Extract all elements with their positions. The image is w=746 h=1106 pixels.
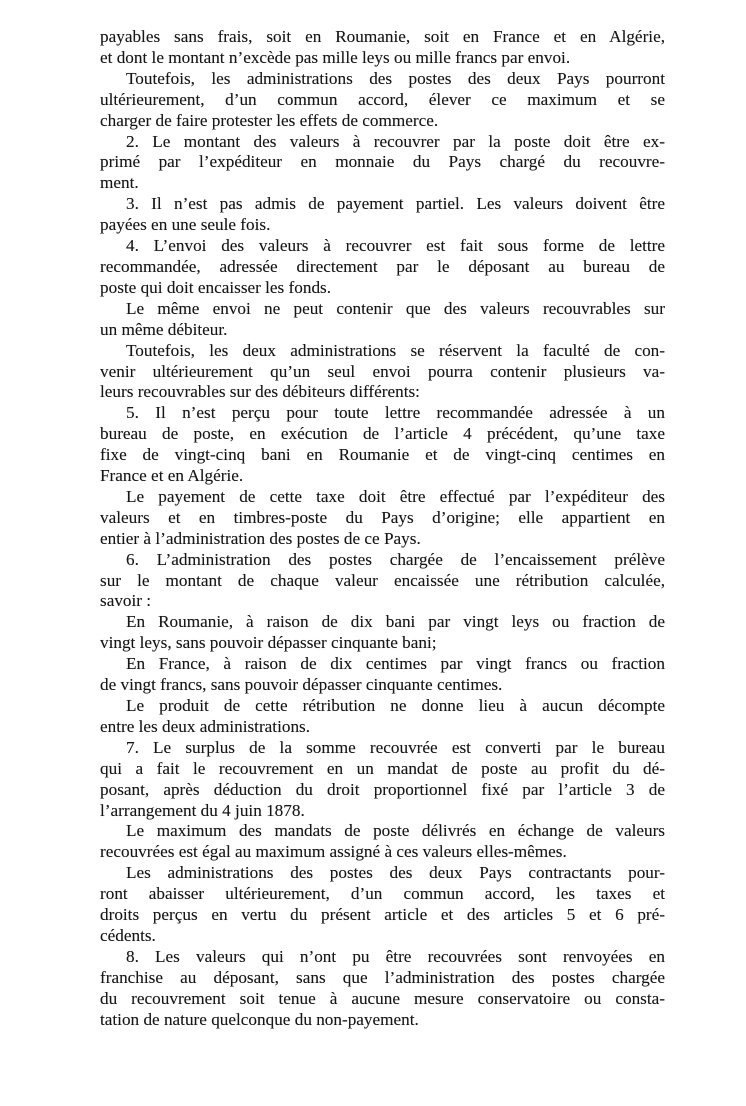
text-line: France et en Algérie.: [100, 466, 244, 486]
paragraph: [100, 487, 665, 550]
text-line: Le maximum des mandats de poste délivrés en échange de valeurs: [126, 821, 665, 841]
text-line: ment.: [100, 173, 139, 193]
text-line: sur le montant de chaque valeur encaissée une rétribution calculée,: [100, 570, 665, 590]
text-line: 2. Le montant des valeurs à recouvrer par la poste doit être ex-: [126, 131, 665, 151]
text-line: 4. L’envoi des valeurs à recouvrer est fait sous forme de lettre: [126, 236, 665, 256]
paragraph: [100, 738, 665, 822]
text-line: Le produit de cette rétribution ne donne lieu à aucun décompte: [126, 696, 665, 715]
text-line: entier à l’administration des postes de ce Pays.: [100, 528, 421, 548]
text-line: venir ultérieurement qu’un seul envoi pourra contenir plusieurs va-: [100, 361, 665, 381]
text-line: Le même envoi ne peut contenir que des valeurs recouvrables sur: [126, 298, 665, 318]
paragraph: [100, 132, 665, 195]
paragraph: [100, 27, 665, 69]
paragraph: [100, 654, 665, 696]
text-line: 6. L’administration des postes chargée de l’encaissement prélève: [126, 549, 665, 569]
text-line: Toutefois, les administrations des postes des deux Pays pourront: [126, 68, 665, 88]
text-line: leurs recouvrables sur des débiteurs différents:: [100, 382, 420, 402]
text-line: En Roumanie, à raison de dix bani par vingt leys ou fraction de: [126, 612, 665, 632]
paragraph: [100, 863, 665, 947]
text-block: [100, 27, 665, 1031]
paragraph: [100, 403, 665, 487]
text-line: poste qui doit encaisser les fonds.: [100, 277, 332, 297]
text-line: droits perçus en vertu du présent article et des articles 5 et 6 pré-: [100, 905, 665, 925]
text-line: franchise au déposant, sans que l’administration des postes chargée: [100, 967, 665, 987]
paragraph: [100, 69, 665, 132]
paragraph: [100, 696, 665, 738]
text-line: qui a fait le recouvrement en un mandat de poste au profit du dé-: [100, 758, 665, 778]
text-line: 7. Le surplus de la somme recouvrée est converti par le bureau: [126, 737, 665, 757]
text-line: ront abaisser ultérieurement, d’un commun accord, les taxes et: [100, 884, 665, 904]
text-line: valeurs et en timbres-poste du Pays d’origine; elle appartient en: [100, 507, 665, 527]
text-line: un même débiteur.: [100, 319, 228, 339]
text-line: tation de nature quelconque du non-payement.: [100, 1009, 419, 1029]
paragraph: [100, 612, 665, 654]
paragraph: [100, 236, 665, 299]
paragraph: [100, 821, 665, 863]
text-line: cédents.: [100, 925, 156, 945]
text-line: de vingt francs, sans pouvoir dépasser cinquante centimes.: [100, 675, 503, 695]
text-line: vingt leys, sans pouvoir dépasser cinquante bani;: [100, 633, 437, 653]
text-line: primé par l’expéditeur en monnaie du Pays chargé du recouvre-: [100, 152, 665, 172]
text-line: entre les deux administrations.: [100, 716, 311, 736]
text-line: du recouvrement soit tenue à aucune mesure conservatoire ou consta-: [100, 988, 665, 1008]
paragraph: [100, 299, 665, 341]
text-line: payées en une seule fois.: [100, 215, 271, 235]
text-line: et dont le montant n’excède pas mille leys ou mille francs par envoi.: [100, 47, 571, 67]
text-line: ultérieurement, d’un commun accord, élever ce maximum et se: [100, 89, 665, 109]
text-line: Les administrations des postes des deux Pays contractants pour-: [126, 863, 665, 883]
text-line: fixe de vingt-cinq bani en Roumanie et de vingt-cinq centimes en: [100, 445, 665, 465]
text-line: payables sans frais, soit en Roumanie, soit en France et en Algérie,: [100, 27, 665, 46]
text-line: recouvrées est égal au maximum assigné à ces valeurs elles-mêmes.: [100, 842, 567, 862]
paragraph: [100, 947, 665, 1031]
text-line: l’arrangement du 4 juin 1878.: [100, 800, 305, 820]
text-line: Le payement de cette taxe doit être effectué par l’expéditeur des: [126, 486, 665, 506]
paragraph: [100, 341, 665, 404]
text-line: bureau de poste, en exécution de l’article 4 précédent, qu’une taxe: [100, 424, 665, 444]
text-line: charger de faire protester les effets de commerce.: [100, 110, 439, 130]
text-line: 8. Les valeurs qui n’ont pu être recouvrées sont renvoyées en: [126, 946, 665, 966]
text-line: 3. Il n’est pas admis de payement partiel. Les valeurs doivent être: [126, 194, 665, 214]
text-line: 5. Il n’est perçu pour toute lettre recommandée adressée à un: [126, 403, 665, 423]
text-line: recommandée, adressée directement par le déposant au bureau de: [100, 256, 665, 276]
paragraph: [100, 194, 665, 236]
text-line: posant, après déduction du droit proportionnel fixé par l’article 3 de: [100, 779, 665, 799]
text-line: En France, à raison de dix centimes par vingt francs ou fraction: [126, 654, 665, 674]
paragraph: [100, 550, 665, 613]
text-line: Toutefois, les deux administrations se réservent la faculté de con-: [126, 340, 665, 360]
text-line: savoir :: [100, 591, 152, 611]
